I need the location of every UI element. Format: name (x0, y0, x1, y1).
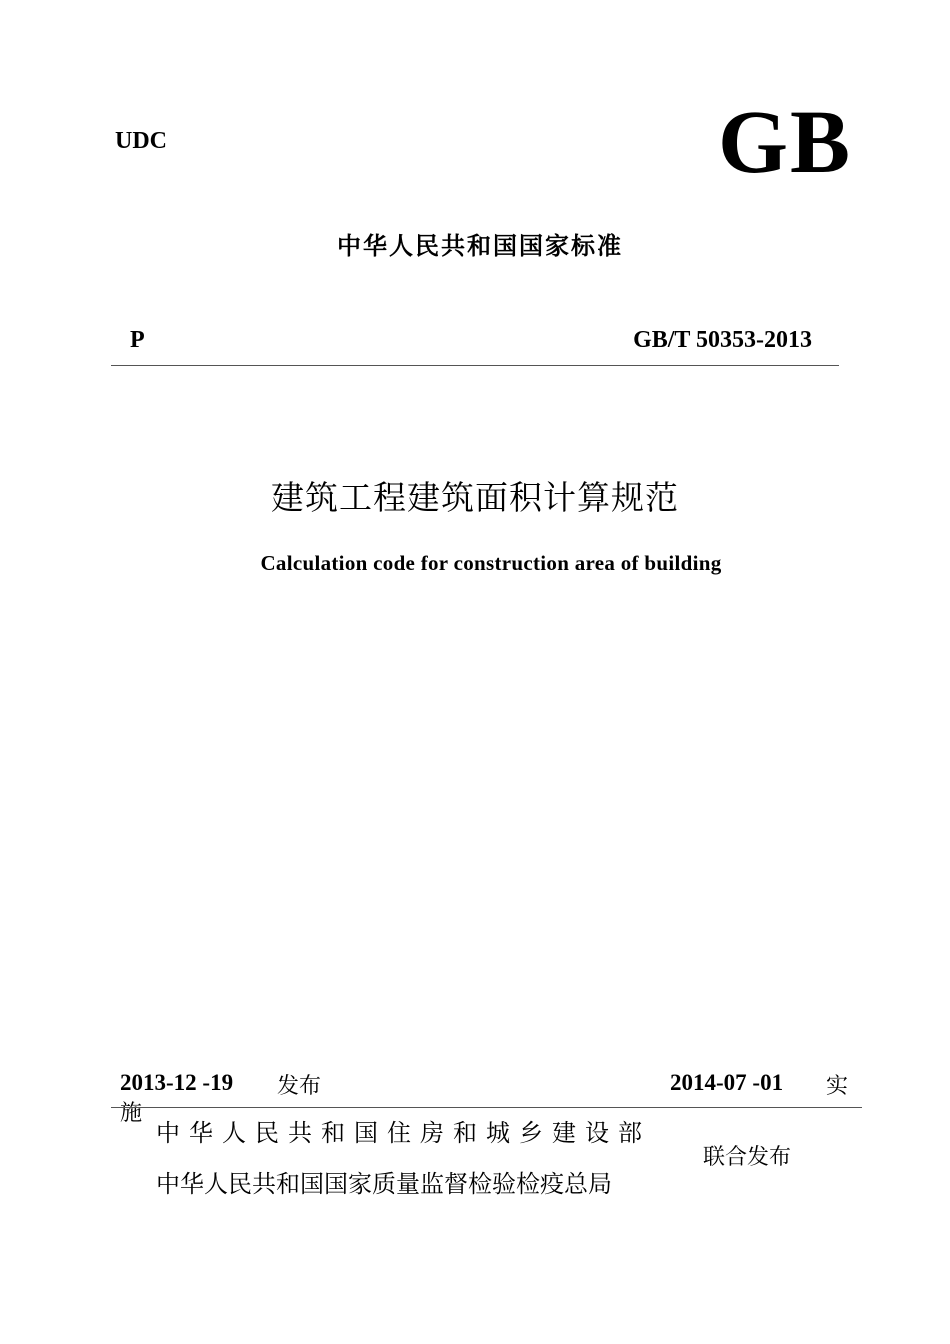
effective-label-part1: 实 (826, 1074, 849, 1099)
issuer-ministry-quality: 中华人民共和国国家质量监督检验检疫总局 (156, 1170, 612, 1198)
title-english: Calculation code for construction area of building (260, 551, 722, 575)
gb-mark: GB (718, 93, 853, 192)
joint-issue-label: 联合发布 (703, 1145, 792, 1170)
bottom-divider (111, 1107, 862, 1108)
issue-date: 2013-12 -19 (120, 1070, 234, 1095)
effective-label-part2: 施 (120, 1101, 143, 1126)
effective-date: 2014-07 -01 (670, 1070, 784, 1095)
udc-label: UDC (115, 128, 167, 154)
category-code: P (130, 327, 145, 353)
issue-label: 发布 (277, 1074, 322, 1099)
title-chinese: 建筑工程建筑面积计算规范 (271, 478, 679, 517)
national-standard-heading: 中华人民共和国国家标准 (337, 232, 623, 260)
standard-number: GB/T 50353-2013 (633, 327, 812, 353)
issuer-ministry-housing: 中华人民共和国住房和城乡建设部 (156, 1119, 651, 1147)
top-divider (111, 365, 839, 366)
